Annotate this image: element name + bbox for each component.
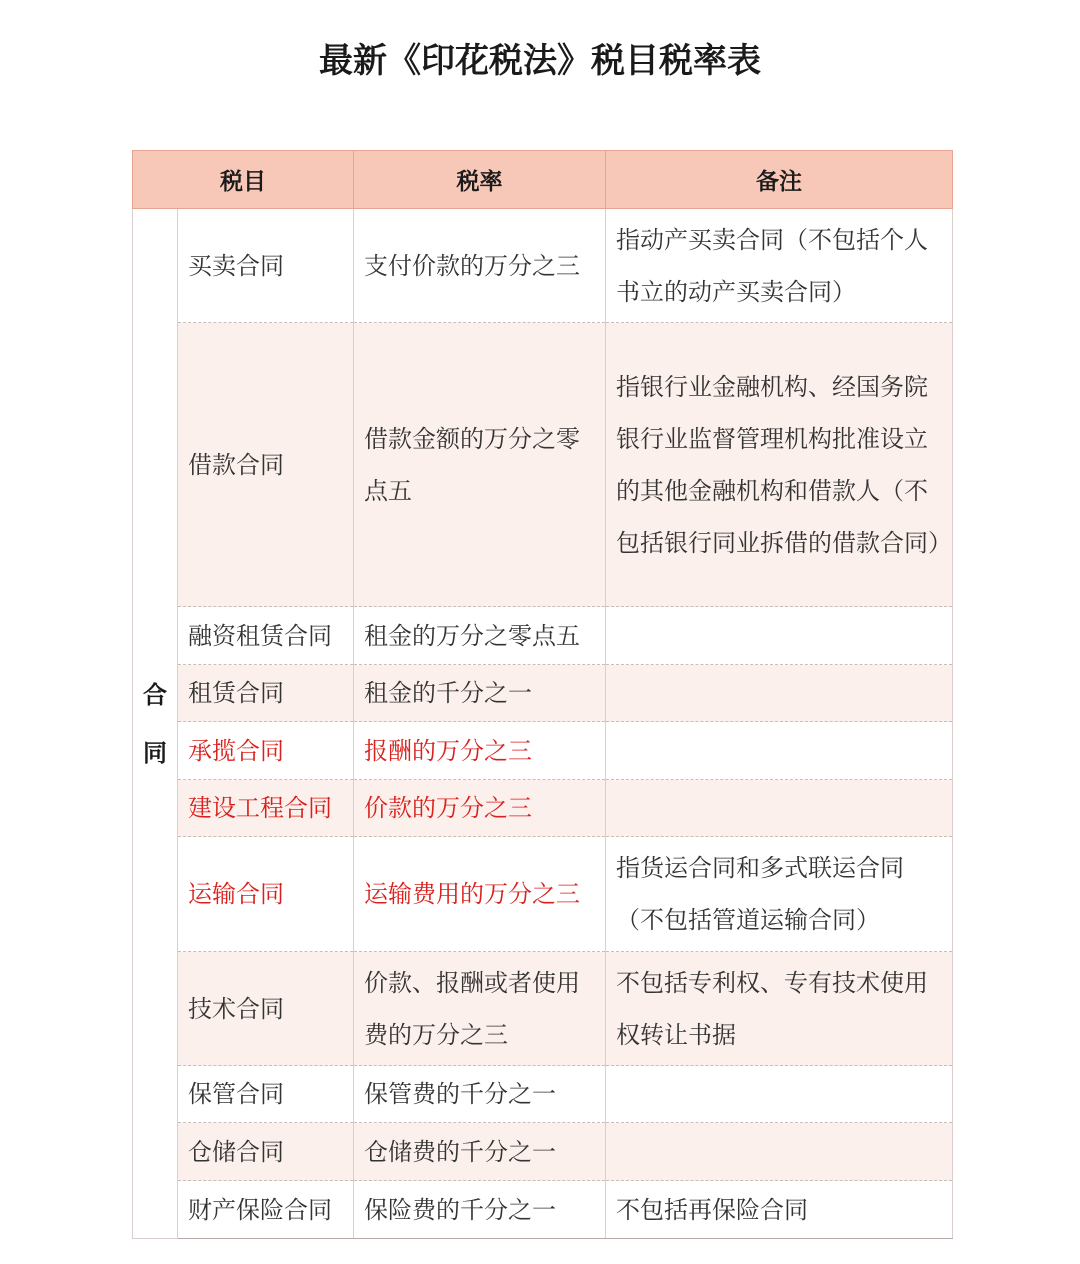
rate-cell: 价款的万分之三 xyxy=(354,780,606,837)
table-row xyxy=(133,665,953,722)
group-label-contract xyxy=(133,209,178,1239)
table-row xyxy=(133,1066,953,1123)
item-cell: 保管合同 xyxy=(178,1066,354,1123)
group-char-2: 同 xyxy=(143,738,167,767)
header-note: 备注 xyxy=(606,151,953,209)
item-cell: 运输合同 xyxy=(178,837,354,952)
table-row xyxy=(133,1181,953,1239)
note-cell: 不包括再保险合同 xyxy=(606,1181,953,1239)
rate-cell: 租金的万分之零点五 xyxy=(354,607,606,665)
table-row xyxy=(133,1123,953,1181)
note-cell xyxy=(606,780,953,837)
table-row xyxy=(133,837,953,952)
rate-cell: 支付价款的万分之三 xyxy=(354,209,606,323)
table-row xyxy=(133,780,953,837)
note-cell: 不包括专利权、专有技术使用权转让书据 xyxy=(606,952,953,1066)
item-cell: 买卖合同 xyxy=(178,209,354,323)
table-row xyxy=(133,323,953,607)
group-char-1: 合 xyxy=(143,680,167,709)
item-cell: 仓储合同 xyxy=(178,1123,354,1181)
header-rate: 税率 xyxy=(354,151,606,209)
note-cell: 指动产买卖合同（不包括个人书立的动产买卖合同） xyxy=(606,209,953,323)
rate-cell: 价款、报酬或者使用费的万分之三 xyxy=(354,952,606,1066)
tax-rate-table xyxy=(132,150,953,1239)
note-cell: 指货运合同和多式联运合同（不包括管道运输合同） xyxy=(606,837,953,952)
note-cell xyxy=(606,1066,953,1123)
item-cell: 建设工程合同 xyxy=(178,780,354,837)
item-cell: 财产保险合同 xyxy=(178,1181,354,1239)
note-cell xyxy=(606,1123,953,1181)
table-row xyxy=(133,722,953,780)
note-cell xyxy=(606,607,953,665)
rate-cell: 报酬的万分之三 xyxy=(354,722,606,780)
rate-cell: 保险费的千分之一 xyxy=(354,1181,606,1239)
item-cell: 技术合同 xyxy=(178,952,354,1066)
table-row xyxy=(133,607,953,665)
note-cell xyxy=(606,665,953,722)
note-cell: 指银行业金融机构、经国务院银行业监督管理机构批准设立的其他金融机构和借款人（不包括银行同业拆借的借款合同） xyxy=(606,323,953,607)
table-row xyxy=(133,952,953,1066)
rate-cell: 借款金额的万分之零点五 xyxy=(354,323,606,607)
table-header-row xyxy=(133,151,953,209)
rate-cell: 保管费的千分之一 xyxy=(354,1066,606,1123)
page-title: 最新《印花税法》税目税率表 xyxy=(319,41,761,81)
rate-cell: 运输费用的万分之三 xyxy=(354,837,606,952)
note-cell xyxy=(606,722,953,780)
item-cell: 租赁合同 xyxy=(178,665,354,722)
item-cell: 融资租赁合同 xyxy=(178,607,354,665)
item-cell: 承揽合同 xyxy=(178,722,354,780)
rate-cell: 租金的千分之一 xyxy=(354,665,606,722)
table-row xyxy=(133,209,953,323)
header-item: 税目 xyxy=(133,151,354,209)
rate-cell: 仓储费的千分之一 xyxy=(354,1123,606,1181)
item-cell: 借款合同 xyxy=(178,323,354,607)
